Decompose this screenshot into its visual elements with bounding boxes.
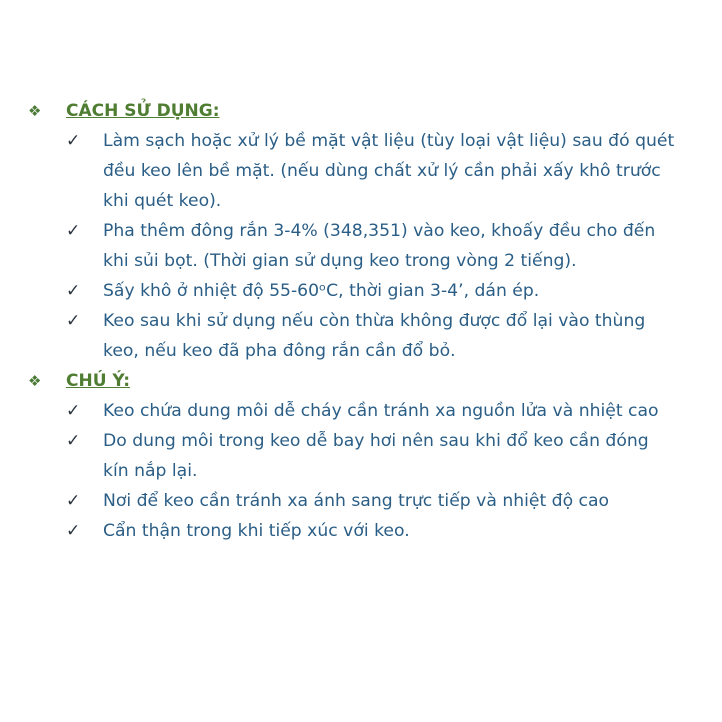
list-item-text: Do dung môi trong keo dễ bay hơi nên sau khi đổ keo cần đóng kín nắp lại. [103,431,649,481]
diamond-bullet-icon: ❖ [28,372,42,390]
checkmark-icon: ✓ [66,401,81,421]
note-section [0,366,722,546]
checkmark-icon: ✓ [66,431,81,451]
list-item-text: Sấy khô ở nhiệt độ 55-60ᵒC, thời gian 3-4’, dán ép. [103,281,540,301]
list-item-text: Nơi để keo cần tránh xa ánh sang trực tiếp và nhiệt độ cao [103,491,610,511]
list-item-text: Keo chứa dung môi dễ cháy cần tránh xa nguồn lửa và nhiệt cao [103,401,659,421]
checkmark-icon: ✓ [66,521,81,541]
diamond-bullet-icon: ❖ [28,102,42,120]
usage-section [0,96,722,366]
list-item-text: Làm sạch hoặc xử lý bề mặt vật liệu (tùy loại vật liệu) sau đó quét đều keo lên bề mặt. (nếu dùng chất xử lý cần phải xấy khô trước khi quét keo). [103,131,675,211]
usage-title: CÁCH SỬ DỤNG: [66,101,220,121]
checkmark-icon: ✓ [66,491,81,511]
checkmark-icon: ✓ [66,311,81,331]
checkmark-icon: ✓ [66,131,81,151]
list-item-text: Pha thêm đông rắn 3-4% (348,351) vào keo, khoấy đều cho đến khi sủi bọt. (Thời gian sử dụng keo trong vòng 2 tiếng). [103,221,656,271]
list-item [0,426,722,486]
list-item [0,306,722,366]
list-item-text: Cẩn thận trong khi tiếp xúc với keo. [103,521,410,541]
note-title: CHÚ Ý: [66,371,131,391]
checkmark-icon: ✓ [66,221,81,241]
list-item [0,126,722,216]
list-item [0,486,722,516]
list-item [0,216,722,276]
list-item [0,396,722,426]
list-item [0,516,722,546]
usage-heading [0,96,722,126]
list-item-text: Keo sau khi sử dụng nếu còn thừa không được đổ lại vào thùng keo, nếu keo đã pha đông rắn cần đổ bỏ. [103,311,646,361]
list-item [0,276,722,306]
checkmark-icon: ✓ [66,281,81,301]
note-heading [0,366,722,396]
